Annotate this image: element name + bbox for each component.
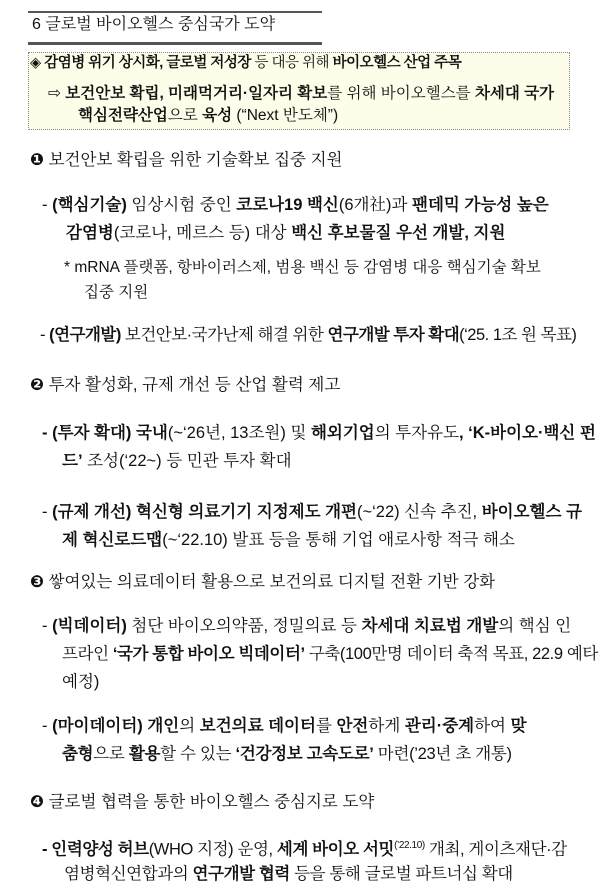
bold-text: 제 혁신로드맵 [62,531,163,549]
summary-line [48,84,554,104]
text-segment: 글로벌 협력을 통한 바이오헬스 중심지로 도약 [48,793,375,811]
note-line [84,283,148,303]
text-segment: 하게 [368,717,405,735]
text-segment: 예정) [62,673,100,691]
text-segment: 조성(‘22~) 등 민관 투자 확대 [82,452,292,470]
section-heading [30,792,374,812]
bold-text: 바이오헬스 규 [481,503,582,521]
text-segment: 구축(100만명 데이터 축적 목표, 22.9 예타 [304,645,598,663]
bullet-line [42,502,582,522]
text-segment: 보건안보 확립을 위한 기술확보 집중 지원 [48,151,343,169]
bold-text: (핵심기술) [52,196,127,214]
bold-text: 연구개발 협력 [192,865,290,883]
bullet-line [42,423,596,443]
text-segment: - [40,326,50,344]
text-segment: (~‘22) 신속 추진, [356,503,482,521]
text-segment: 마련(’23년 초 개통) [373,745,512,763]
bold-text: 감염병 위기 상시화, 글로벌 저성장 [44,55,251,71]
bold-text: ‘국가 통합 바이오 빅데이터’ [112,645,305,663]
title-bottom-rule [28,42,322,45]
text-segment: 하여 [474,717,511,735]
text-segment: 투자 활성화, 규제 개선 등 산업 활력 제고 [48,376,341,394]
bold-text: 차세대 치료법 개발 [361,617,499,635]
summary-line [30,53,461,73]
text-segment: 임상시험 중인 [126,196,237,214]
bullet-line [66,223,505,243]
text-segment: 으로 [93,745,129,763]
bold-text: (빅데이터) [52,617,127,635]
text-segment: 개최, 게이츠재단·감 [424,840,567,859]
text-segment: 보건안보·국가난제 해결 위한 [120,326,328,344]
text-segment: (~‘22.10) 발표 등을 통해 기업 애로사항 적극 해소 [162,531,515,549]
bold-text: , ‘K-바이오·백신 펀 [459,424,596,442]
text-segment: 집중 지원 [84,284,149,301]
bold-text: 육성 [202,107,233,124]
bullet-line [62,744,512,764]
text-segment: - [42,717,53,735]
bold-text: ❷ [30,376,49,394]
text-segment: (“Next 반도체”) [232,107,339,124]
bullet-line [42,195,549,215]
text-segment: 염병혁신연합과의 [64,865,193,883]
bold-text: 바이오헬스 산업 주목 [332,55,462,71]
text-segment: * mRNA 플랫폼, 항바이러스제, 범용 백신 등 감염병 대응 핵심기술 확보 [64,259,541,276]
bullet-line [42,716,527,736]
text-segment: - [42,503,53,521]
text-segment: 를 [315,717,337,735]
text-segment: 등 대응 위해 [250,55,333,71]
text-segment: 쌓여있는 의료데이터 활용으로 보건의료 디지털 전환 기반 강화 [48,573,496,591]
text-segment: (’22.10) [394,840,425,851]
bold-text: 관리·중계 [404,717,475,735]
bullet-line [64,864,513,884]
text-segment: 의 투자유도 [374,424,460,442]
bold-text: ❶ [30,151,49,169]
bold-text: 맞 [510,717,527,735]
text-segment: ◈ [30,55,45,71]
bullet-line [40,325,576,345]
bullet-line [62,672,99,692]
bold-text: 코로나19 백신 [236,196,339,214]
bullet-line [62,451,292,471]
section-title: 6 글로벌 바이오헬스 중심국가 도약 [32,16,276,33]
bold-text: 연구개발 투자 확대 [327,326,460,344]
bold-text: (규제 개선) 혁신형 의료기기 지정제도 개편 [52,503,357,521]
text-segment: (코로나, 메르스 등) 대상 [113,224,292,242]
section-heading [30,572,495,592]
bold-text: 해외기업 [310,424,375,442]
text-segment: 으로 [167,107,203,124]
text-segment: 를 위해 바이오헬스를 [327,85,475,102]
section-heading [30,150,342,170]
bold-text: 팬데믹 가능성 높은 [412,196,549,214]
bold-text: 차세대 국가 [474,85,555,102]
bold-text: (연구개발) [49,326,121,344]
text-segment: (~‘26년, 13조원) 및 [167,424,311,442]
bold-text: - 인력양성 허브 [42,840,149,859]
text-segment: 할 수 있는 [160,745,236,763]
bold-text: 보건의료 데이터 [199,717,316,735]
summary-line [78,106,338,126]
text-segment: - [42,617,53,635]
bold-text: (마이데이터) 개인 [52,717,180,735]
text-segment: 첨단 바이오의약품, 정밀의료 등 [126,617,362,635]
bold-text: 감염병 [66,224,114,242]
text-segment: ⇨ [48,85,66,102]
bold-text: 드’ [62,452,83,470]
text-segment: 프라인 [62,645,113,663]
text-segment: 등을 통해 글로벌 파트너십 확대 [289,865,513,883]
bold-text: 춤형 [62,745,94,763]
bold-text: 핵심전략산업 [78,107,168,124]
bold-text: 세계 바이오 서밋 [276,840,395,859]
bold-text: ‘건강정보 고속도로’ [235,745,374,763]
text-segment: (‘25. 1조 원 목표) [459,326,577,344]
bold-text: 백신 후보물질 우선 개발, 지원 [291,224,506,242]
bold-text: - (투자 확대) 국내 [42,424,168,442]
title-top-rule [28,11,322,13]
bullet-line [62,644,598,664]
bold-text: ❸ [30,573,49,591]
text-segment: (WHO 지정) 운영, [148,840,277,859]
section-heading [30,375,340,395]
bold-text: 보건안보 확립, 미래먹거리·일자리 확보 [65,85,328,102]
bullet-line [42,616,571,636]
note-line [64,258,541,278]
text-segment: 의 [179,717,200,735]
bold-text: 안전 [336,717,369,735]
bold-text: ❹ [30,793,49,811]
bold-text: 활용 [128,745,161,763]
text-segment: (6개社)과 [338,196,413,214]
bullet-line [42,836,567,860]
text-segment: - [42,196,53,214]
bullet-line [62,530,515,550]
text-segment: 의 핵심 인 [498,617,572,635]
